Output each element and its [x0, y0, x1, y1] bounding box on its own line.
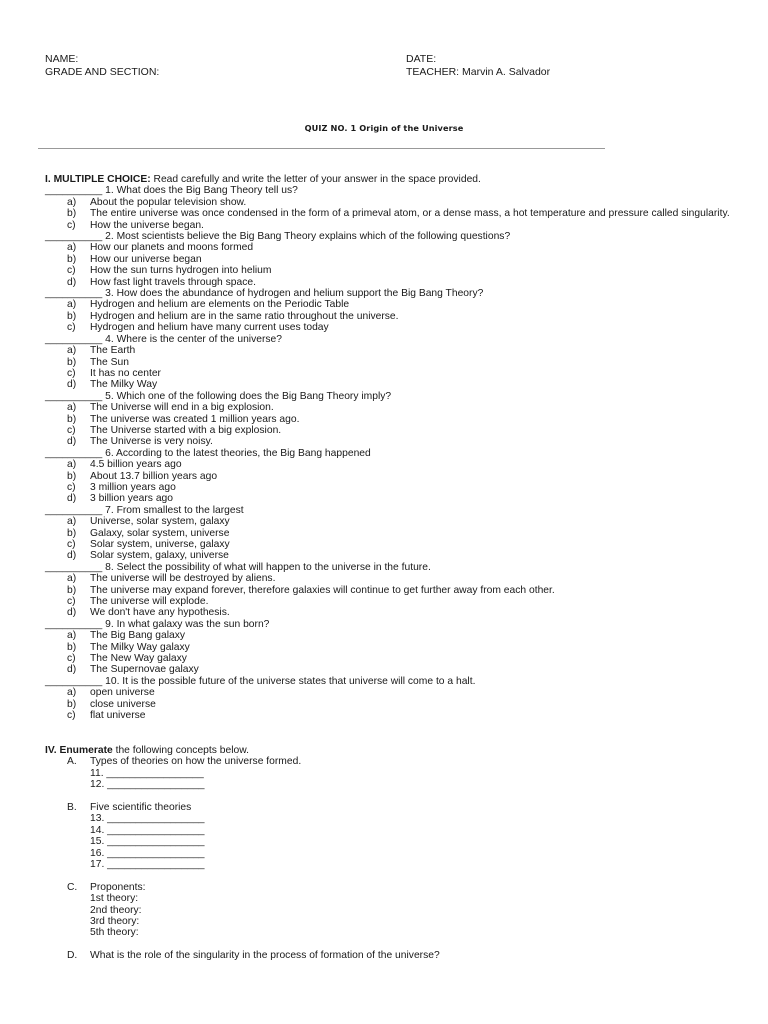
answer-option — [45, 516, 745, 527]
item-prompt: Five scientific theories — [90, 802, 192, 814]
answer-option — [45, 357, 745, 368]
answer-option — [45, 471, 745, 482]
option-text: How the universe began. — [90, 219, 204, 231]
proponent-line: 1st theory: — [90, 893, 139, 905]
option-text: Solar system, universe, galaxy — [90, 539, 230, 550]
option-text: The universe will be destroyed by aliens. — [90, 573, 276, 585]
option-letter: d) — [67, 607, 77, 619]
item-letter: D. — [67, 950, 78, 962]
option-letter: d) — [67, 493, 77, 505]
option-letter: c) — [67, 710, 76, 722]
header-row-1 — [45, 53, 605, 66]
option-letter: c) — [67, 596, 76, 608]
answer-option — [45, 585, 745, 596]
option-letter: b) — [67, 413, 77, 425]
option-text: flat universe — [90, 710, 146, 722]
proponent-line: 3rd theory: — [90, 916, 140, 928]
option-text: The New Way galaxy — [90, 653, 187, 665]
option-text: open universe — [90, 687, 155, 699]
option-letter: b) — [67, 253, 77, 265]
question-stem: __________ 8. Select the possibility of what will happen to the universe in the future. — [45, 561, 431, 573]
option-letter: a) — [67, 687, 77, 699]
option-text: The Sun — [90, 356, 129, 368]
option-letter: a) — [67, 345, 77, 357]
option-letter: c) — [67, 322, 76, 334]
item-letter: B. — [67, 802, 77, 814]
option-letter: b) — [67, 356, 77, 368]
question-stem: __________ 7. From smallest to the largest — [45, 504, 244, 516]
option-text: The Milky Way galaxy — [90, 641, 190, 653]
answer-option — [45, 242, 745, 253]
spacer — [45, 939, 745, 950]
option-text: Galaxy, solar system, universe — [90, 527, 230, 539]
answer-option — [45, 436, 745, 447]
answer-line: 13. _________________ — [90, 813, 205, 825]
option-text: The Universe will end in a big explosion. — [90, 402, 274, 414]
option-letter: b) — [67, 470, 77, 482]
option-letter: a) — [67, 459, 77, 471]
option-letter: d) — [67, 550, 77, 562]
option-letter: d) — [67, 436, 77, 448]
option-text: How our universe began — [90, 253, 202, 265]
enumerate-heading — [45, 745, 745, 756]
option-letter: c) — [67, 653, 76, 665]
title-divider — [38, 148, 605, 149]
option-text: The Universe is very noisy. — [90, 436, 213, 448]
answer-option — [45, 425, 745, 436]
enumerate-heading-bold: IV. Enumerate — [45, 745, 113, 756]
proponent-line: 2nd theory: — [90, 904, 142, 916]
option-text: The Universe started with a big explosion. — [90, 424, 282, 436]
answer-option — [45, 414, 745, 425]
multiple-choice-heading-bold: I. MULTIPLE CHOICE: — [45, 174, 151, 185]
option-letter: a) — [67, 573, 77, 585]
question-stem: __________ 9. In what galaxy was the sun born? — [45, 618, 270, 630]
answer-line: 14. _________________ — [90, 824, 205, 836]
date-label: DATE: — [406, 53, 437, 65]
answer-option — [45, 277, 745, 288]
answer-option — [45, 550, 745, 561]
answer-option — [45, 699, 745, 710]
answer-option — [45, 311, 745, 322]
option-letter: b) — [67, 698, 77, 710]
multiple-choice-instructions: Read carefully and write the letter of your answer in the space provided. — [150, 174, 481, 185]
question-stem: __________ 3. How does the abundance of hydrogen and helium support the Big Bang Theory? — [45, 288, 484, 300]
answer-option — [45, 208, 745, 219]
option-text: 3 billion years ago — [90, 493, 173, 505]
question-list — [45, 185, 745, 721]
item-letter: C. — [67, 881, 78, 893]
enumerate-item-a — [45, 756, 745, 767]
answer-option — [45, 368, 745, 379]
option-text: The universe will explode. — [90, 596, 209, 608]
answer-option — [45, 299, 745, 310]
question-stem: __________ 10. It is the possible future of the universe states that universe will come to a halt. — [45, 675, 476, 687]
answer-option — [45, 322, 745, 333]
answer-option — [45, 254, 745, 265]
option-letter: b) — [67, 527, 77, 539]
question-stem: __________ 4. Where is the center of the universe? — [45, 333, 282, 345]
spacer — [45, 870, 745, 881]
multiple-choice-heading — [45, 174, 745, 185]
option-text: The Milky Way — [90, 379, 158, 391]
question-stem: __________ 5. Which one of the following does the Big Bang Theory imply? — [45, 390, 392, 402]
answer-option — [45, 596, 745, 607]
option-letter: b) — [67, 641, 77, 653]
option-text: The universe may expand forever, therefore galaxies will continue to get further away from each other. — [90, 584, 555, 596]
answer-option — [45, 402, 745, 413]
enumerate-section — [45, 745, 745, 962]
option-letter: c) — [67, 481, 76, 493]
answer-line: 17. _________________ — [90, 859, 205, 871]
answer-option — [45, 220, 745, 231]
grade-section-label: GRADE AND SECTION: — [45, 66, 160, 78]
option-letter: a) — [67, 299, 77, 311]
option-letter: b) — [67, 584, 77, 596]
answer-option — [45, 653, 745, 664]
option-text: How the sun turns hydrogen into helium — [90, 265, 272, 277]
answer-option — [45, 379, 745, 390]
answer-line: 12. _________________ — [90, 779, 205, 791]
quiz-header — [45, 53, 605, 79]
option-letter: a) — [67, 402, 77, 414]
answer-option — [45, 265, 745, 276]
option-text: How fast light travels through space. — [90, 276, 256, 288]
option-letter: c) — [67, 424, 76, 436]
name-label: NAME: — [45, 53, 79, 65]
answer-option — [45, 493, 745, 504]
option-letter: c) — [67, 539, 76, 550]
item-letter: A. — [67, 756, 77, 768]
answer-option — [45, 539, 745, 550]
option-text: Hydrogen and helium are elements on the Periodic Table — [90, 299, 350, 311]
enumerate-item-b — [45, 802, 745, 813]
option-text: Hydrogen and helium have many current uses today — [90, 322, 329, 334]
enumerate-instructions: the following concepts below. — [112, 745, 249, 756]
item-prompt: What is the role of the singularity in the process of formation of the universe? — [90, 950, 440, 962]
answer-option — [45, 710, 745, 721]
answer-option — [45, 687, 745, 698]
question-stem: __________ 6. According to the latest theories, the Big Bang happened — [45, 447, 371, 459]
answer-option — [45, 528, 745, 539]
enumerate-item-d — [45, 950, 745, 961]
answer-option — [45, 664, 745, 675]
question-stem: __________ 1. What does the Big Bang Theory tell us? — [45, 185, 298, 197]
item-prompt: Types of theories on how the universe formed. — [90, 756, 302, 768]
answer-option — [45, 345, 745, 356]
option-text: The Supernovae galaxy — [90, 664, 199, 676]
option-letter: c) — [67, 265, 76, 277]
option-letter: b) — [67, 310, 77, 322]
question-stem: __________ 2. Most scientists believe the Big Bang Theory explains which of the following questions? — [45, 231, 511, 243]
option-text: Universe, solar system, galaxy — [90, 516, 230, 528]
option-text: Hydrogen and helium are in the same ratio throughout the universe. — [90, 310, 399, 322]
option-letter: d) — [67, 664, 77, 676]
option-letter: d) — [67, 379, 77, 391]
spacer — [45, 791, 745, 802]
option-letter: d) — [67, 276, 77, 288]
answer-option — [45, 482, 745, 493]
quiz-title: QUIZ NO. 1 Origin of the Universe — [304, 123, 464, 133]
option-letter: a) — [67, 630, 77, 642]
answer-option — [45, 607, 745, 618]
answer-option — [45, 573, 745, 584]
answer-line: 16. _________________ — [90, 847, 205, 859]
answer-option — [45, 642, 745, 653]
teacher-label: TEACHER: Marvin A. Salvador — [406, 66, 551, 78]
option-text: About 13.7 billion years ago — [90, 470, 218, 482]
answer-option — [45, 197, 745, 208]
option-letter: c) — [67, 367, 76, 379]
answer-option — [45, 630, 745, 641]
option-text: Solar system, galaxy, universe — [90, 550, 229, 562]
item-prompt: Proponents: — [90, 881, 146, 893]
proponent-line: 5th theory: — [90, 927, 139, 939]
option-text: The entire universe was once condensed in the form of a primeval atom, or a dense mass, a hot temperature and pressure called singularity. — [90, 208, 730, 220]
answer-option — [45, 459, 745, 470]
option-letter: a) — [67, 196, 77, 208]
option-text: 3 million years ago — [90, 481, 176, 493]
option-text: close universe — [90, 698, 156, 710]
option-text: The Big Bang galaxy — [90, 630, 186, 642]
enumerate-item-c — [45, 882, 745, 893]
option-letter: b) — [67, 208, 77, 220]
answer-line: 15. _________________ — [90, 836, 205, 848]
option-text: It has no center — [90, 367, 161, 379]
option-text: We don't have any hypothesis. — [90, 607, 230, 619]
option-letter: a) — [67, 242, 77, 254]
option-text: The universe was created 1 million years ago. — [90, 413, 300, 425]
option-text: The Earth — [90, 345, 136, 357]
header-row-2 — [45, 66, 605, 79]
multiple-choice-section — [45, 174, 745, 722]
option-text: About the popular television show. — [90, 196, 247, 208]
option-letter: a) — [67, 516, 77, 528]
option-text: How our planets and moons formed — [90, 242, 254, 254]
option-letter: c) — [67, 219, 76, 231]
answer-line: 11. _________________ — [90, 767, 204, 779]
option-text: 4.5 billion years ago — [90, 459, 182, 471]
